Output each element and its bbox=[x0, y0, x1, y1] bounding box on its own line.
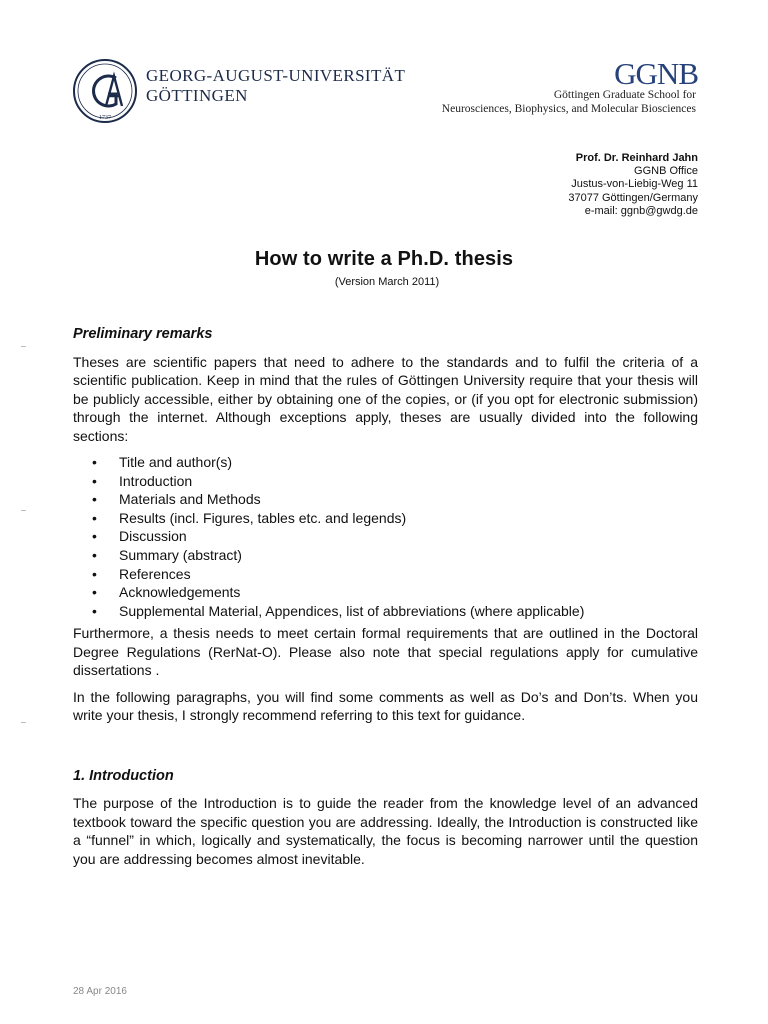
list-item-text: Results (incl. Figures, tables etc. and legends) bbox=[119, 509, 407, 526]
list-item bbox=[73, 509, 698, 528]
university-name bbox=[146, 66, 405, 106]
bullet-icon: • bbox=[92, 565, 97, 582]
ggnb-logo: GGNB bbox=[614, 56, 698, 91]
bullet-icon: • bbox=[92, 509, 97, 526]
document-title: How to write a Ph.D. thesis bbox=[254, 248, 514, 270]
list-item-text: References bbox=[119, 565, 191, 582]
bullet-icon: • bbox=[92, 528, 97, 545]
ggnb-subtitle-line2: Neurosciences, Biophysics, and Molecular Biosciences bbox=[441, 103, 696, 115]
list-item bbox=[73, 583, 698, 602]
bullet-icon: • bbox=[92, 454, 97, 470]
list-item-text: Discussion bbox=[119, 528, 187, 545]
list-item bbox=[73, 453, 698, 472]
footer-date: 28 Apr 2016 bbox=[73, 986, 127, 997]
address-office: GGNB Office bbox=[634, 165, 698, 178]
university-seal-logo bbox=[72, 58, 138, 124]
document-body bbox=[73, 325, 698, 876]
university-name-line1: GEORG-AUGUST-UNIVERSITÄT bbox=[146, 66, 406, 85]
sections-list bbox=[73, 453, 698, 620]
bullet-icon: • bbox=[92, 472, 97, 489]
list-item-text: Supplemental Material, Appendices, list of abbreviations (where applicable) bbox=[119, 602, 585, 619]
ggnb-subtitle-line1: Göttingen Graduate School for bbox=[553, 89, 696, 101]
address-street: Justus-von-Liebig-Weg 11 bbox=[571, 178, 698, 191]
bullet-icon: • bbox=[92, 491, 97, 508]
paragraph-introduction: The purpose of the Introduction is to guide the reader from the knowledge level of an advanced textbook toward the specific question you are addressing. Ideally, the Introduction is constructed like a “funnel” in which, logically and systematically, the focus is becoming narrower until the question you are addressing becomes almost inevitable. bbox=[73, 795, 698, 867]
list-item-text: Materials and Methods bbox=[119, 491, 261, 508]
list-item-text: Title and author(s) bbox=[119, 454, 233, 470]
bullet-icon: • bbox=[92, 546, 97, 563]
list-item bbox=[73, 546, 698, 565]
ggnb-subtitle bbox=[442, 88, 696, 116]
paragraph-formal-requirements: Furthermore, a thesis needs to meet certain formal requirements that are outlined in the Doctoral Degree Regulations (RerNat-O). Please also note that special regulations apply for cumulative dissertations . bbox=[73, 625, 698, 679]
list-item-text: Summary (abstract) bbox=[119, 546, 242, 563]
university-name-line2: GÖTTINGEN bbox=[146, 86, 248, 105]
list-item bbox=[73, 472, 698, 491]
bullet-icon: • bbox=[92, 584, 97, 601]
address-name: Prof. Dr. Reinhard Jahn bbox=[575, 152, 698, 164]
margin-mark bbox=[21, 722, 26, 723]
margin-mark bbox=[21, 346, 26, 347]
address-city: 37077 Göttingen/Germany bbox=[568, 191, 698, 204]
list-item-text: Acknowledgements bbox=[119, 584, 241, 601]
paragraph-intro: Theses are scientific papers that need to adhere to the standards and to fulfil the criteria of a scientific publication. Keep in mind that the rules of Göttingen University require that your thesis will be publicly accessible, either by obtaining one of the copies, or (if you opt for electronic submission) through the internet. Although exceptions apply, theses are usually divided into the following sections: bbox=[73, 353, 698, 444]
list-item-text: Introduction bbox=[119, 472, 193, 489]
list-item bbox=[73, 565, 698, 584]
address-email: e-mail: ggnb@gwdg.de bbox=[584, 204, 698, 217]
paragraph-guidance: In the following paragraphs, you will find some comments as well as Do’s and Don’ts. When you write your thesis, I strongly recommend referring to this text for guidance. bbox=[73, 688, 698, 724]
margin-mark bbox=[21, 510, 26, 511]
bullet-icon: • bbox=[92, 602, 97, 619]
list-item bbox=[73, 527, 698, 546]
address-block bbox=[568, 152, 698, 218]
section-heading-introduction: 1. Introduction bbox=[73, 767, 174, 784]
list-item bbox=[73, 490, 698, 509]
document-version: (Version March 2011) bbox=[334, 276, 440, 288]
section-heading-preliminary: Preliminary remarks bbox=[73, 326, 213, 342]
list-item bbox=[73, 602, 698, 621]
seal-year-text: 1737 bbox=[99, 115, 111, 121]
